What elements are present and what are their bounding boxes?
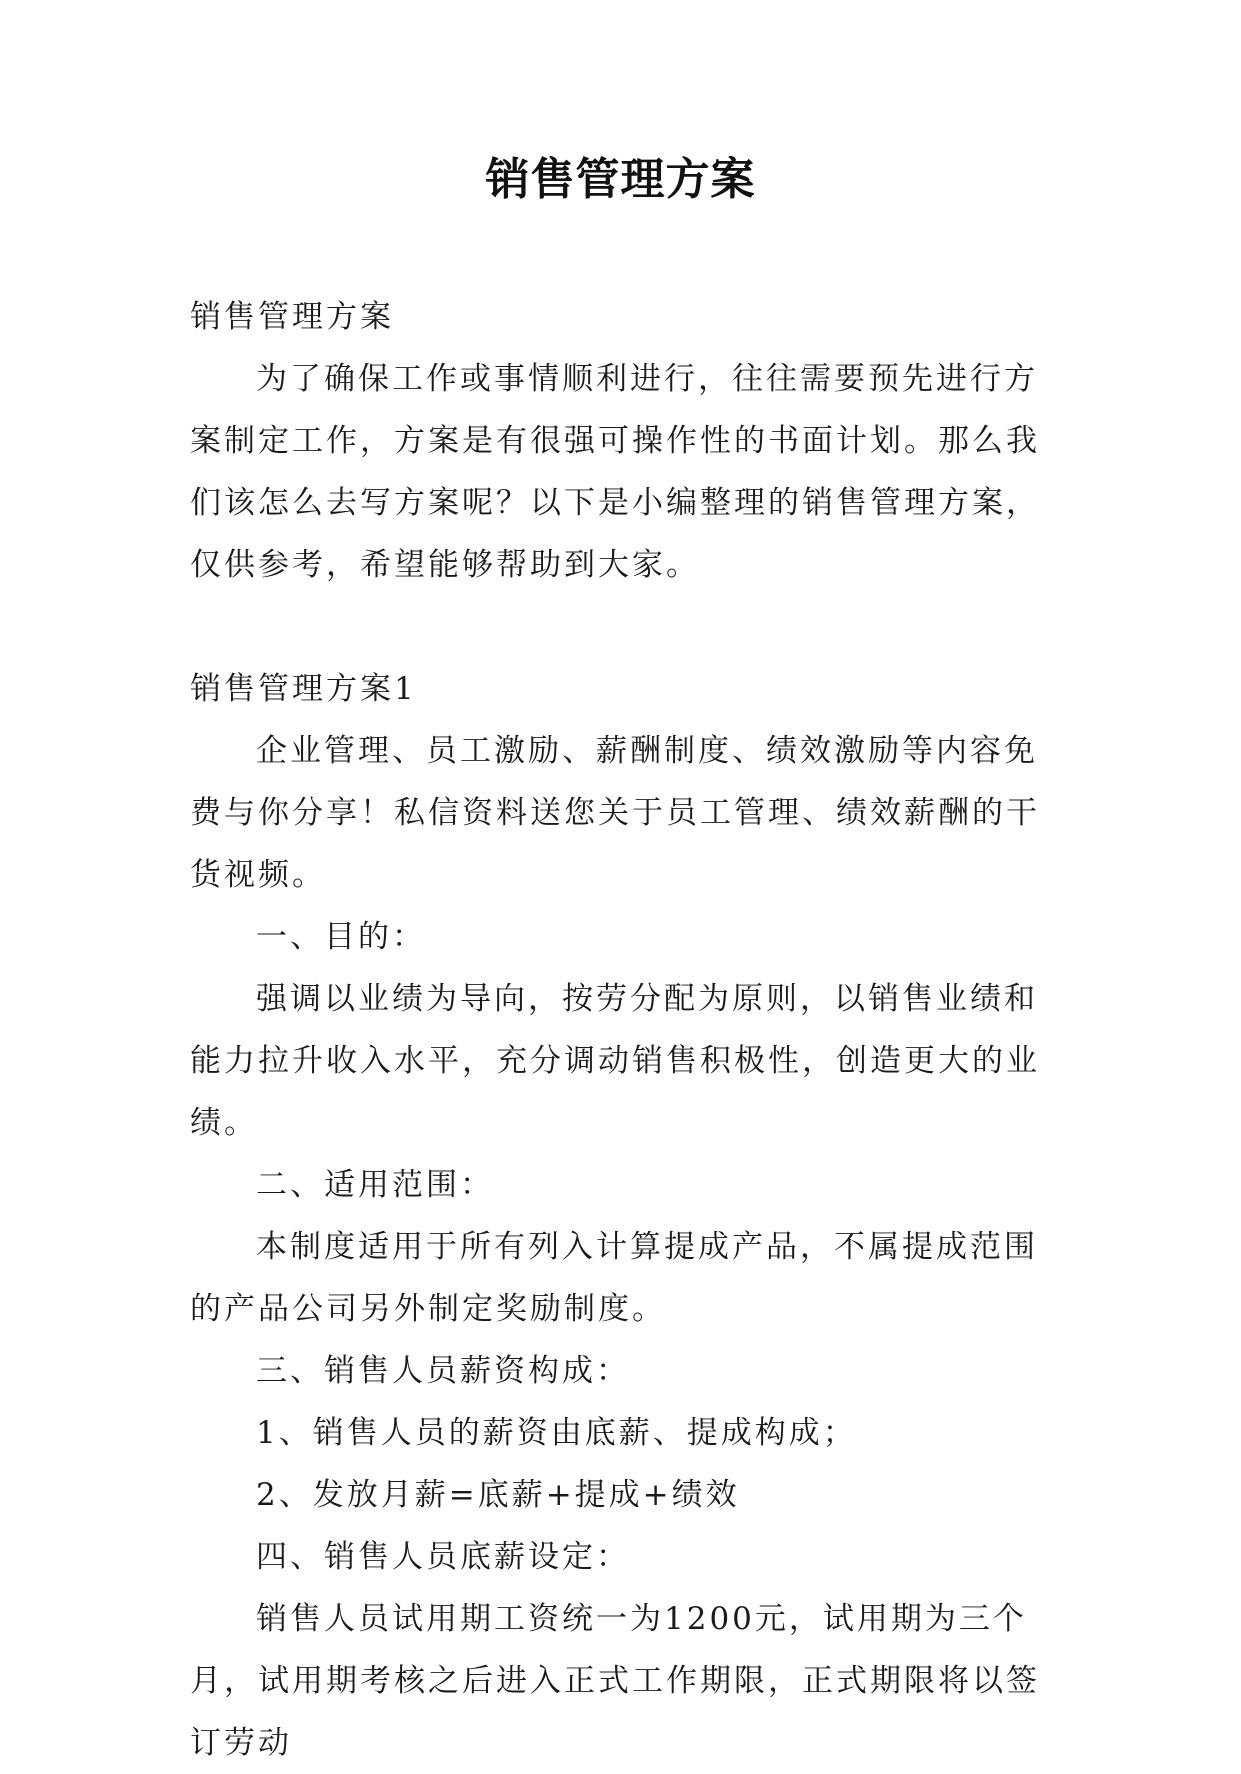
document-title: 销售管理方案 (485, 154, 756, 205)
list-item: 1、销售人员的薪资由底薪、提成构成； (256, 1415, 857, 1451)
subsection-heading: 二、适用范围： (256, 1167, 494, 1203)
subsection-heading: 四、销售人员底薪设定： (256, 1539, 630, 1575)
intro-paragraph: 为了确保工作或事情顺利进行，往往需要预先进行方案制定工作，方案是有很强可操作性的书面计划。那么我们该怎么去写方案呢？以下是小编整理的销售管理方案，仅供参考，希望能够帮助到大家。 (190, 361, 1040, 583)
body-paragraph: 企业管理、员工激励、薪酬制度、绩效激励等内容免费与你分享！私信资料送您关于员工管理、绩效薪酬的干货视频。 (190, 733, 1040, 893)
subsection-heading: 一、目的： (256, 919, 426, 955)
body-paragraph: 强调以业绩为导向，按劳分配为原则，以销售业绩和能力拉升收入水平，充分调动销售积极性，创造更大的业绩。 (190, 981, 1040, 1141)
section-heading: 销售管理方案1 (190, 671, 417, 707)
document-body (190, 286, 1060, 1774)
subsection-heading: 三、销售人员薪资构成： (256, 1353, 630, 1389)
body-paragraph: 本制度适用于所有列入计算提成产品，不属提成范围的产品公司另外制定奖励制度。 (190, 1229, 1038, 1327)
paragraph-spacer (190, 596, 1060, 658)
body-paragraph: 销售人员试用期工资统一为1200元，试用期为三个月，试用期考核之后进入正式工作期限，正式期限将以签订劳动 (190, 1601, 1040, 1761)
section-heading: 销售管理方案 (190, 299, 394, 335)
list-item: 2、发放月薪=底薪+提成+绩效 (256, 1477, 740, 1513)
